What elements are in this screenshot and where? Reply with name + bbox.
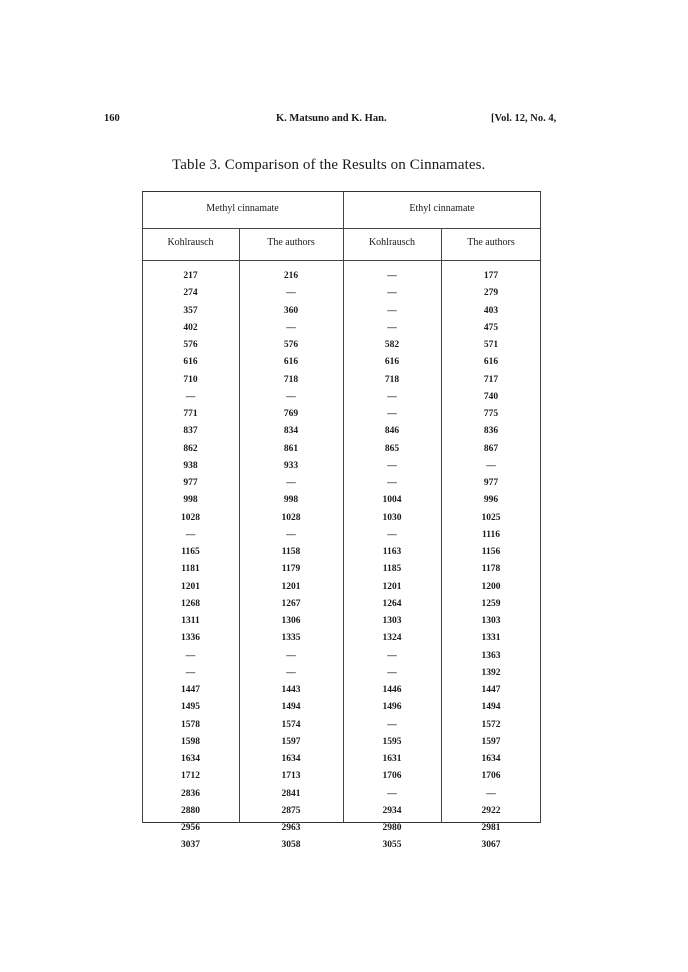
table-cell: 616 — [483, 357, 499, 368]
table-cell: 740 — [483, 391, 499, 402]
table-cell: 1447 — [181, 685, 200, 695]
table-cell: 3037 — [181, 840, 200, 851]
table-cell: 1179 — [281, 564, 301, 575]
table-row — [142, 665, 541, 682]
table-cell: 3058 — [281, 840, 301, 851]
table-cell: — — [286, 391, 296, 402]
table-cell: 861 — [283, 443, 299, 454]
table-cell: 867 — [483, 443, 499, 454]
table-cell: — — [185, 391, 196, 402]
table-cell: 2841 — [281, 788, 301, 799]
table-cell: 2980 — [382, 823, 402, 833]
table-cell: 1706 — [481, 771, 501, 782]
table-cell: 1706 — [382, 771, 402, 782]
table-cell: 1595 — [382, 736, 402, 747]
table-cell: 2963 — [281, 823, 301, 833]
table-row — [142, 458, 541, 475]
table-cell: 274 — [183, 288, 198, 299]
table-cell: 718 — [384, 374, 400, 385]
table-cell: 1201 — [181, 581, 200, 592]
table-cell: 1495 — [181, 702, 200, 713]
table-cell: 1446 — [382, 685, 402, 695]
table-cell: 360 — [283, 305, 299, 316]
table-cell: 938 — [183, 460, 198, 471]
table-cell: 402 — [183, 322, 198, 333]
table-row — [142, 406, 541, 423]
table-cell: 2981 — [481, 823, 501, 833]
table-cell: 775 — [483, 409, 499, 419]
table-cell: 1004 — [382, 495, 402, 506]
table-cell: — — [185, 650, 196, 661]
table-row — [142, 268, 541, 285]
table-cell: 1713 — [281, 771, 301, 782]
table-cell: 771 — [183, 409, 198, 419]
table-cell: — — [185, 529, 196, 540]
table-cell: — — [387, 391, 397, 402]
table-cell: — — [185, 667, 196, 678]
table-cell: 718 — [283, 374, 299, 385]
table-cell: 977 — [183, 478, 198, 488]
table-cell: 1597 — [281, 736, 301, 747]
table-cell: — — [387, 788, 397, 799]
table-cell: 1163 — [382, 547, 402, 557]
table-row — [142, 337, 541, 354]
table-row — [142, 544, 541, 561]
table-row — [142, 803, 541, 820]
table-cell: 1268 — [181, 598, 200, 609]
column-header: The authors — [267, 237, 315, 248]
table-cell: — — [387, 288, 397, 299]
table-row — [142, 717, 541, 734]
table-cell: 1181 — [181, 564, 200, 575]
table-row — [142, 441, 541, 458]
table-cell: — — [387, 478, 397, 488]
table-cell: — — [387, 409, 397, 419]
table-cell: — — [286, 478, 296, 488]
table-cell: 2875 — [281, 805, 301, 816]
table-cell: 2836 — [181, 788, 200, 799]
table-cell: 616 — [283, 357, 299, 368]
table-cell: 1158 — [281, 547, 301, 557]
table-cell: 1306 — [281, 616, 301, 626]
table-cell: 1030 — [382, 512, 402, 523]
table-cell: 1494 — [481, 702, 501, 713]
table-cell: — — [387, 460, 397, 471]
table-cell: 1028 — [181, 512, 200, 523]
table-cell: 616 — [183, 357, 198, 368]
column-header: The authors — [467, 237, 515, 248]
table-cell: 769 — [283, 409, 299, 419]
page-number: 160 — [104, 113, 120, 124]
table-cell: — — [387, 667, 397, 678]
table-row — [142, 285, 541, 302]
table-row — [142, 579, 541, 596]
table-cell: 1116 — [482, 529, 500, 540]
table-cell: 1303 — [481, 616, 501, 626]
group-header-ethyl: Ethyl cinnamate — [409, 203, 475, 214]
table-cell: 862 — [183, 443, 198, 454]
running-head-authors: K. Matsuno and K. Han. — [276, 113, 387, 124]
table-cell: 1578 — [181, 719, 200, 730]
table-cell: 1496 — [382, 702, 402, 713]
table-row — [142, 648, 541, 665]
table-cell: 998 — [183, 495, 198, 506]
table-cell: — — [286, 288, 296, 299]
table-cell: — — [387, 529, 397, 540]
table-cell: 717 — [483, 374, 499, 385]
table-cell: — — [286, 322, 296, 333]
running-head-volume: [Vol. 12, No. 4, — [491, 113, 557, 124]
table-row — [142, 389, 541, 406]
comparison-table — [142, 191, 541, 851]
table-cell: — — [387, 322, 397, 333]
table-cell: 2934 — [382, 805, 402, 816]
table-cell: 1324 — [382, 633, 402, 644]
table-body — [142, 268, 541, 855]
table-row — [142, 320, 541, 337]
table-cell: 836 — [483, 426, 499, 437]
table-row — [142, 682, 541, 699]
table-cell: 403 — [483, 305, 499, 316]
table-cell: — — [387, 650, 397, 661]
table-cell: 998 — [283, 495, 299, 506]
table-cell: 1363 — [481, 650, 501, 661]
table-cell: 1331 — [481, 633, 501, 644]
column-header-rule — [142, 260, 541, 261]
table-cell: 571 — [483, 340, 499, 350]
table-cell: 1574 — [281, 719, 301, 730]
table-row — [142, 630, 541, 647]
table-cell: 2880 — [181, 805, 200, 816]
table-cell: 1178 — [481, 564, 501, 575]
table-cell: — — [486, 460, 496, 471]
table-row — [142, 734, 541, 751]
table-cell: 475 — [483, 322, 499, 333]
table-row — [142, 510, 541, 527]
table-cell: 834 — [283, 426, 299, 437]
table-cell: — — [486, 788, 496, 799]
table-row — [142, 527, 541, 544]
table-cell: 576 — [183, 340, 198, 350]
table-row — [142, 837, 541, 854]
table-row — [142, 596, 541, 613]
table-cell: 279 — [483, 288, 499, 299]
table-cell: — — [286, 529, 296, 540]
table-cell: 216 — [283, 271, 299, 281]
table-cell: 1634 — [181, 754, 200, 764]
table-row — [142, 786, 541, 803]
table-caption: Table 3. Comparison of the Results on Cinnamates. — [172, 157, 486, 173]
table-cell: 996 — [483, 495, 499, 506]
table-cell: 1336 — [181, 633, 200, 644]
table-row — [142, 561, 541, 578]
table-row — [142, 303, 541, 320]
table-cell: 1200 — [481, 581, 501, 592]
table-cell: 710 — [183, 374, 198, 385]
column-header: Kohlrausch — [167, 237, 214, 248]
table-cell: 1264 — [382, 598, 402, 609]
table-cell: 1267 — [281, 598, 301, 609]
table-cell: 1494 — [281, 702, 301, 713]
table-cell: 837 — [183, 426, 198, 437]
table-cell: 1631 — [382, 754, 402, 764]
table-cell: 1165 — [181, 547, 200, 557]
group-header-rule — [142, 228, 541, 229]
table-cell: — — [387, 271, 397, 281]
table-row — [142, 475, 541, 492]
table-row — [142, 492, 541, 509]
table-row — [142, 423, 541, 440]
table-cell: 357 — [183, 305, 198, 316]
table-row — [142, 613, 541, 630]
table-cell: 1572 — [481, 719, 501, 730]
table-cell: 1447 — [481, 685, 501, 695]
table-cell: 1259 — [481, 598, 501, 609]
table-row — [142, 751, 541, 768]
table-cell: 3067 — [481, 840, 501, 851]
table-cell: 177 — [483, 271, 499, 281]
table-cell: 217 — [183, 271, 198, 281]
running-head — [0, 113, 688, 129]
group-header-methyl: Methyl cinnamate — [206, 203, 279, 214]
table-row — [142, 372, 541, 389]
table-cell: 1634 — [281, 754, 301, 764]
table-cell: 576 — [283, 340, 299, 350]
table-cell: 1598 — [181, 736, 200, 747]
table-cell: 582 — [384, 340, 400, 350]
table-row — [142, 820, 541, 837]
table-cell: — — [286, 667, 296, 678]
table-cell: 977 — [483, 478, 499, 488]
table-cell: — — [387, 719, 397, 730]
table-cell: 616 — [384, 357, 400, 368]
table-cell: 1156 — [481, 547, 501, 557]
table-cell: 3055 — [382, 840, 402, 851]
table-cell: 1025 — [481, 512, 501, 523]
table-cell: 865 — [384, 443, 400, 454]
table-cell: 1443 — [281, 685, 301, 695]
table-cell: 1185 — [382, 564, 402, 575]
table-cell: 2956 — [181, 823, 200, 833]
table-cell: 1712 — [181, 771, 200, 782]
table-row — [142, 768, 541, 785]
table-cell: 1597 — [481, 736, 501, 747]
table-cell: 1201 — [281, 581, 301, 592]
table-cell: 1201 — [382, 581, 402, 592]
table-cell: 1311 — [181, 616, 200, 626]
table-cell: — — [387, 305, 397, 316]
table-cell: 1634 — [481, 754, 501, 764]
table-cell: 933 — [283, 460, 299, 471]
table-row — [142, 354, 541, 371]
table-cell: 2922 — [481, 805, 501, 816]
table-cell: 846 — [384, 426, 400, 437]
table-cell: 1392 — [481, 667, 501, 678]
table-row — [142, 699, 541, 716]
table-cell: — — [286, 650, 296, 661]
table-cell: 1028 — [281, 512, 301, 523]
table-cell: 1335 — [281, 633, 301, 644]
table-cell: 1303 — [382, 616, 402, 626]
column-header: Kohlrausch — [368, 237, 416, 248]
